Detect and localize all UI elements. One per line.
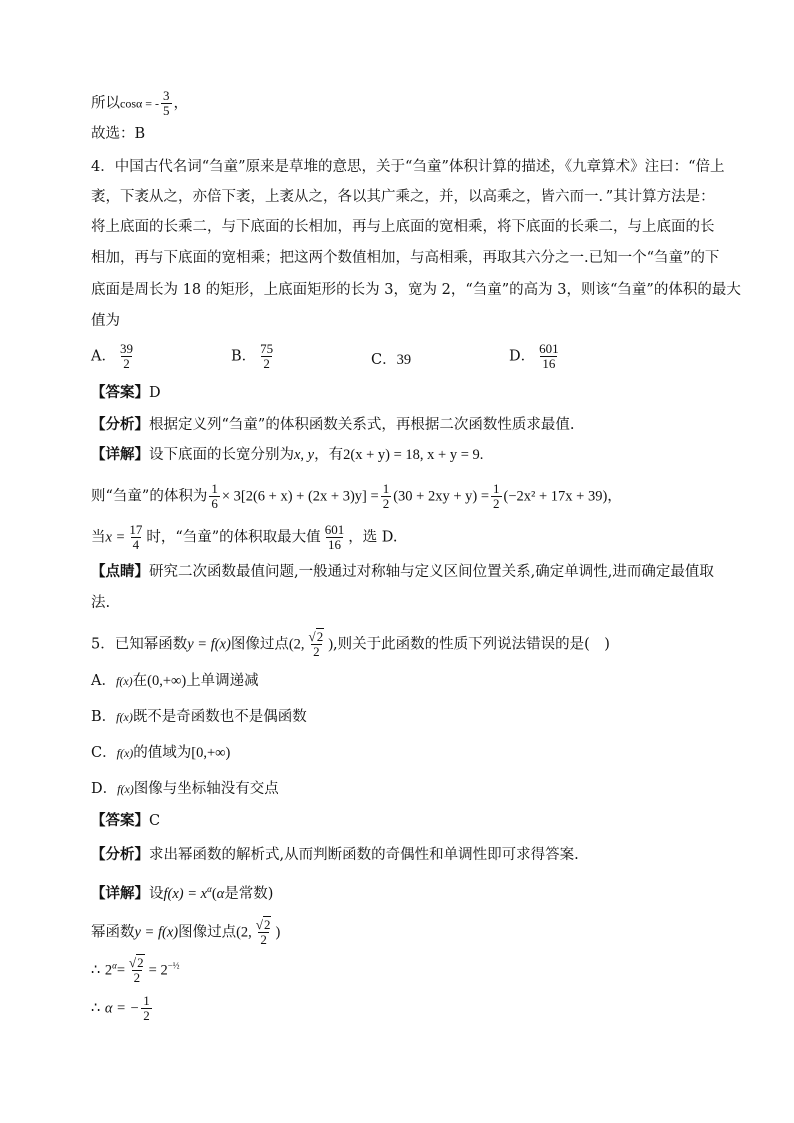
q5-option-d xyxy=(91,780,279,798)
denominator: 2 xyxy=(260,932,267,947)
option-label: C． xyxy=(371,352,397,368)
denominator: 2 xyxy=(143,1008,150,1023)
option-value: 39 xyxy=(396,352,412,368)
q5-stem xyxy=(91,630,610,659)
q5-exponent-equation xyxy=(91,956,180,985)
answer-value: C xyxy=(149,813,161,829)
option-label: A． xyxy=(91,348,116,365)
math-expr: (30 + 2xy + y) = xyxy=(393,488,490,505)
q4-analysis xyxy=(91,416,574,434)
text: 则“刍童”的体积为 xyxy=(91,488,208,505)
text: ，选 D. xyxy=(348,529,398,546)
q4-stem-line-1: 4．中国古代名词“刍童”原来是草堆的意思，关于“刍童”体积计算的描述，《九章算术》注曰：“倍上 xyxy=(91,159,725,175)
text: 既不是奇函数也不是偶函数 xyxy=(132,709,307,725)
denominator: 2 xyxy=(123,356,130,371)
math-exponent: α xyxy=(112,960,117,971)
math-function: f(x) xyxy=(117,782,134,796)
denominator: 2 xyxy=(313,644,320,659)
q5-option-c xyxy=(91,744,230,762)
math-expr: (−2x² + 17x + 39)， xyxy=(503,488,622,505)
q5-detail xyxy=(91,880,273,903)
denominator: 16 xyxy=(542,356,556,371)
text: ,则关于此函数的性质下列说法错误的是( ) xyxy=(333,636,610,653)
text: ，有 xyxy=(314,447,344,463)
math-function: f(x) = x xyxy=(163,885,208,902)
fraction xyxy=(209,482,220,511)
text: 图像过点 xyxy=(178,924,237,941)
math-paren: ( xyxy=(211,885,217,902)
math-point: (2, xyxy=(288,636,305,653)
math-interval: [0,+∞) xyxy=(191,745,231,761)
q4-volume-line xyxy=(91,482,622,511)
math-expr: × 3[2(6 + x) + (2x + 3)y] = xyxy=(221,488,379,505)
answer-value: D xyxy=(149,385,161,401)
text: ， xyxy=(173,95,189,112)
q5-option-b xyxy=(91,708,307,726)
fraction xyxy=(258,342,275,371)
analysis-tag: 【分析】 xyxy=(91,846,149,863)
option-label: B． xyxy=(231,348,257,365)
fraction xyxy=(254,918,274,947)
option-label: B． xyxy=(91,709,117,725)
fraction xyxy=(127,523,144,552)
q5-answer xyxy=(91,812,160,830)
text: 设下底面的长宽分别为 xyxy=(149,447,294,463)
fraction xyxy=(307,630,327,659)
q4-comment-line-1 xyxy=(91,563,714,581)
numerator: 1 xyxy=(382,481,390,496)
answer-tag: 【答案】 xyxy=(91,384,149,401)
numerator: 3 xyxy=(163,88,170,103)
q4-option-b xyxy=(231,342,277,371)
denominator: 2 xyxy=(382,496,390,511)
numerator: 1 xyxy=(211,481,218,496)
q4-stem-line-3: 将上底面的长乘二，与下底面的长相加，再与上底面的宽相乘，将下底面的长乘二，与上底面的长 xyxy=(91,219,715,235)
text: 设 xyxy=(149,885,164,902)
fraction xyxy=(141,994,152,1023)
numerator: √2 xyxy=(308,629,324,644)
math-paren: ) xyxy=(275,924,281,941)
math-interval: (0,+∞) xyxy=(147,673,187,689)
therefore-symbol: ∴ xyxy=(91,1000,101,1017)
numerator: 601 xyxy=(539,341,559,356)
fraction xyxy=(491,482,502,511)
analysis-text: 根据定义列“刍童”的体积函数关系式，再根据二次函数性质求最值. xyxy=(149,417,575,433)
denominator: 5 xyxy=(163,103,170,118)
radicand: 2 xyxy=(263,917,271,932)
text: 在 xyxy=(132,673,148,689)
text: 上单调递减 xyxy=(186,673,259,689)
text: 时，“刍童”的体积取最大值 xyxy=(146,529,321,546)
answer-tag: 【答案】 xyxy=(91,812,149,829)
fraction xyxy=(118,342,135,371)
radicand: 2 xyxy=(137,955,144,970)
math-point: (2, xyxy=(236,924,252,941)
radicand: 2 xyxy=(316,629,324,644)
math-vars: x, y xyxy=(294,447,315,463)
detail-tag: 【详解】 xyxy=(91,446,149,463)
text: 幂函数 xyxy=(91,924,135,941)
text: 是常数) xyxy=(224,885,274,902)
q4-option-d xyxy=(509,342,563,371)
text: 图像过点 xyxy=(230,636,289,653)
numerator: 39 xyxy=(119,341,133,356)
math-equals: = xyxy=(116,962,126,979)
math-function: y = f(x) xyxy=(134,924,179,941)
math-expr: = 2 xyxy=(148,962,168,979)
option-label: D． xyxy=(91,781,118,797)
math-cos: cosα = - xyxy=(120,96,160,111)
q3-choice: 故选：B xyxy=(91,126,146,142)
analysis-text: 求出幂函数的解析式,从而判断函数的奇偶性和单调性即可求得答案. xyxy=(149,847,579,863)
math-equation: 2(x + y) = 18, x + y = 9. xyxy=(343,447,484,463)
denominator: 2 xyxy=(263,356,270,371)
comment-tag: 【点睛】 xyxy=(91,563,149,580)
fraction xyxy=(323,523,347,552)
q4-when-line xyxy=(91,523,398,552)
q4-stem-line-4: 相加，再与下底面的宽相乘；把这两个数值相加，与高相乘，再取其六分之一.已知一个“刍童”的下 xyxy=(91,250,720,266)
numerator: √2 xyxy=(129,955,144,970)
q4-stem-line-5: 底面是周长为 18 的矩形，上底面矩形的长为 3，宽为 2，“刍童”的高为 3，则该“刍童”的体积的最大 xyxy=(91,282,741,298)
q5-option-a xyxy=(91,672,259,690)
comment-text: 研究二次函数最值问题,一般通过对称轴与定义区间位置关系,确定单调性,进而确定最值取 xyxy=(149,564,714,580)
q5-passes-point xyxy=(91,918,280,947)
option-label: C． xyxy=(91,745,117,761)
text: 的值域为 xyxy=(133,745,192,761)
numerator: 1 xyxy=(143,993,150,1008)
q4-option-a xyxy=(91,342,137,371)
denominator: 2 xyxy=(493,496,500,511)
math-exponent: α xyxy=(207,884,212,894)
math-function: f(x) xyxy=(116,710,133,724)
denominator: 2 xyxy=(133,970,141,985)
math-paren: ) xyxy=(328,636,334,653)
q3-conclusion-line xyxy=(91,89,188,118)
numerator: √2 xyxy=(255,917,271,932)
detail-tag: 【详解】 xyxy=(91,884,149,902)
numerator: 75 xyxy=(260,341,274,356)
q5-alpha-value xyxy=(91,994,154,1023)
q4-option-c xyxy=(371,348,411,369)
q4-answer xyxy=(91,384,161,402)
option-label: D． xyxy=(509,348,536,365)
text: 图像与坐标轴没有交点 xyxy=(133,781,279,797)
q4-comment-line-2: 法. xyxy=(91,595,111,611)
numerator: 17 xyxy=(129,522,143,537)
math-var: x = xyxy=(105,529,126,546)
therefore-symbol: ∴ xyxy=(91,962,101,979)
text: 当 xyxy=(91,529,106,546)
numerator: 601 xyxy=(324,522,345,537)
math-base: 2 xyxy=(104,962,113,979)
fraction xyxy=(537,342,561,371)
math-function: f(x) xyxy=(115,674,133,688)
math-function: y = f(x) xyxy=(187,636,231,653)
q4-stem-line-6: 值为 xyxy=(91,313,120,329)
math-exponent: −½ xyxy=(167,960,180,971)
text: 所以 xyxy=(91,95,120,112)
denominator: 6 xyxy=(211,496,218,511)
q4-stem-line-2: 袤，下袤从之，亦倍下袤，上袤从之，各以其广乘之，并，以高乘之，皆六而一．”其计算方法是： xyxy=(91,189,715,205)
denominator: 4 xyxy=(132,537,140,552)
option-label: A． xyxy=(91,673,116,689)
analysis-tag: 【分析】 xyxy=(91,416,149,433)
fraction xyxy=(161,89,172,118)
q5-analysis xyxy=(91,846,579,864)
numerator: 1 xyxy=(493,481,500,496)
fraction xyxy=(381,482,392,511)
math-alpha: α xyxy=(216,885,225,902)
math-expr: α = − xyxy=(104,1000,140,1017)
q4-detail xyxy=(91,446,483,464)
text: 5．已知幂函数 xyxy=(91,636,188,653)
denominator: 16 xyxy=(327,537,341,552)
fraction xyxy=(127,956,147,985)
math-function: f(x) xyxy=(116,746,134,760)
